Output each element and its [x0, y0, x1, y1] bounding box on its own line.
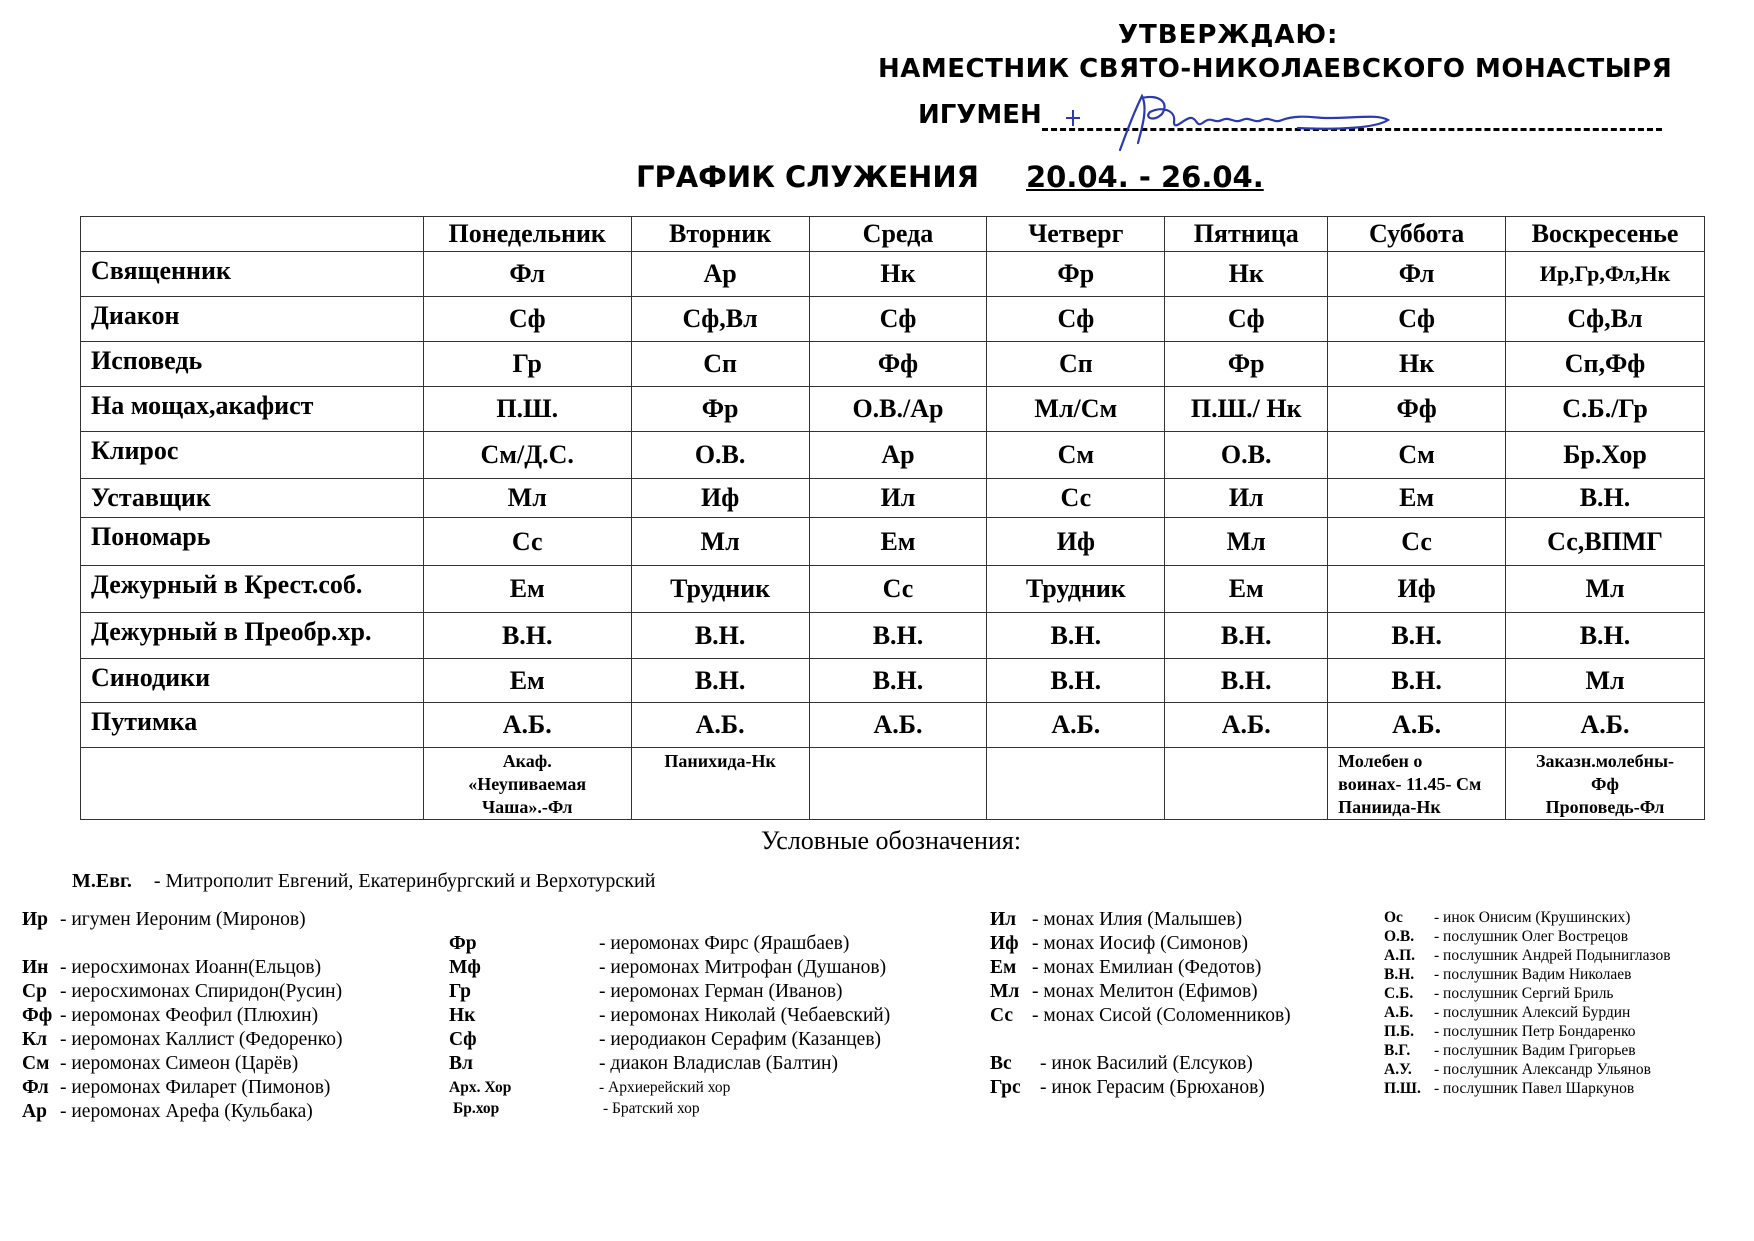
schedule-table — [80, 216, 1705, 820]
role-label: Дежурный в Преобр.хр. — [81, 613, 424, 659]
table-cell: Ем — [1165, 566, 1328, 613]
table-cell: Сс — [987, 479, 1165, 518]
table-row — [81, 518, 1705, 566]
role-label: Путимка — [81, 703, 424, 748]
table-cell: Ил — [809, 479, 987, 518]
table-cell: Фл — [1328, 252, 1506, 297]
note-line: Панихида-Нк — [664, 751, 776, 771]
legend-desc: - диакон Владислав (Балтин) — [599, 1053, 838, 1074]
legend-desc: - иеромонах Арефа (Кульбака) — [60, 1101, 313, 1122]
legend-abbr: О.В. — [1384, 928, 1415, 945]
note-friday — [1165, 748, 1328, 820]
table-cell: В.Н. — [987, 659, 1165, 703]
notes-row — [81, 748, 1705, 820]
legend-abbr: М.Евг. — [72, 870, 132, 892]
note-monday — [423, 748, 631, 820]
table-cell: Сп — [631, 342, 809, 387]
table-cell: Ар — [809, 432, 987, 479]
legend-abbr: Ир — [22, 909, 49, 930]
table-cell: Сс — [423, 518, 631, 566]
table-cell: В.Н. — [1165, 613, 1328, 659]
legend-desc: - послушник Олег Вострецов — [1434, 928, 1629, 945]
legend-abbr: Фф — [22, 1005, 53, 1026]
table-cell: В.Н. — [423, 613, 631, 659]
legend-abbr: Нк — [449, 1005, 476, 1026]
table-cell: Ем — [423, 659, 631, 703]
note-saturday — [1328, 748, 1506, 820]
table-row — [81, 387, 1705, 432]
legend-desc: - иеромонах Фирс (Ярашбаев) — [599, 933, 850, 954]
header-day: Четверг — [987, 217, 1165, 252]
note-wednesday — [809, 748, 987, 820]
header-day: Вторник — [631, 217, 809, 252]
legend-abbr: Ем — [990, 957, 1017, 978]
table-row — [81, 566, 1705, 613]
legend-desc: - иеромонах Феофил (Плюхин) — [60, 1005, 319, 1026]
table-cell: Сф — [1165, 297, 1328, 342]
table-cell: В.Н. — [631, 659, 809, 703]
note-sunday — [1506, 748, 1705, 820]
legend-abbr: Гр — [449, 981, 472, 1002]
role-label: Пономарь — [81, 518, 424, 566]
legend-desc: - монах Сисой (Соломенников) — [1032, 1005, 1291, 1026]
table-cell: Иф — [1328, 566, 1506, 613]
legend-desc: - иеросхимонах Спиридон(Русин) — [60, 981, 343, 1002]
header-day: Воскресенье — [1506, 217, 1705, 252]
table-cell: П.Ш./ Нк — [1165, 387, 1328, 432]
table-cell: В.Н. — [1165, 659, 1328, 703]
header-row — [81, 217, 1705, 252]
note-line: Заказн.молебны- — [1536, 751, 1675, 771]
table-cell: Фр — [1165, 342, 1328, 387]
table-cell: Фр — [631, 387, 809, 432]
table-cell: Ар — [631, 252, 809, 297]
legend-desc: - монах Иосиф (Симонов) — [1032, 933, 1249, 954]
table-cell: В.Н. — [631, 613, 809, 659]
table-cell: С.Б./Гр — [1506, 387, 1705, 432]
role-label: Синодики — [81, 659, 424, 703]
table-cell: Ир,Гр,Фл,Нк — [1506, 252, 1705, 297]
table-cell: Фф — [809, 342, 987, 387]
table-row — [81, 252, 1705, 297]
table-cell: Мл — [1506, 566, 1705, 613]
legend-title: Условные обозначения: — [761, 826, 1022, 855]
role-label: Уставщик — [81, 479, 424, 518]
table-cell: Фф — [1328, 387, 1506, 432]
table-cell: Мл — [1506, 659, 1705, 703]
legend-abbr: А.У. — [1384, 1061, 1412, 1078]
legend-desc: - послушник Александр Ульянов — [1434, 1061, 1651, 1078]
table-cell: Мл — [631, 518, 809, 566]
table-cell: А.Б. — [987, 703, 1165, 748]
table-row — [81, 613, 1705, 659]
table-cell: А.Б. — [809, 703, 987, 748]
header-corner — [81, 217, 424, 252]
table-cell: Трудник — [631, 566, 809, 613]
table-cell: Сс,ВПМГ — [1506, 518, 1705, 566]
table-cell: П.Ш. — [423, 387, 631, 432]
table-cell: Ем — [423, 566, 631, 613]
note-line: Проповедь-Фл — [1545, 797, 1665, 817]
legend-abbr: Ср — [22, 981, 47, 1002]
table-cell: Трудник — [987, 566, 1165, 613]
table-cell: О.В./Ар — [809, 387, 987, 432]
table-cell: А.Б. — [1165, 703, 1328, 748]
legend-desc: - иеродиакон Серафим (Казанцев) — [599, 1029, 882, 1050]
legend-desc: - инок Онисим (Крушинских) — [1434, 909, 1631, 926]
table-cell: Сф — [809, 297, 987, 342]
table-cell: Ем — [809, 518, 987, 566]
legend-abbr: Вл — [449, 1053, 473, 1074]
legend-abbr: Ин — [22, 957, 49, 978]
legend-abbr: П.Ш. — [1384, 1080, 1421, 1097]
table-cell: А.Б. — [1328, 703, 1506, 748]
table-cell: Иф — [631, 479, 809, 518]
title-label: ГРАФИК СЛУЖЕНИЯ — [636, 160, 979, 194]
table-cell: Сф — [1328, 297, 1506, 342]
legend-abbr: В.Г. — [1384, 1042, 1411, 1059]
table-cell: Сф,Вл — [1506, 297, 1705, 342]
table-row — [81, 432, 1705, 479]
approval-heading: УТВЕРЖДАЮ: — [1118, 20, 1339, 50]
legend-abbr: Сф — [449, 1029, 477, 1050]
legend-desc: - послушник Сергий Бриль — [1434, 985, 1614, 1002]
table-row — [81, 342, 1705, 387]
table-row — [81, 659, 1705, 703]
header-day: Пятница — [1165, 217, 1328, 252]
legend-abbr: Арх. Хор — [449, 1079, 512, 1096]
table-cell: Гр — [423, 342, 631, 387]
legend-abbr: Ил — [990, 909, 1017, 930]
table-row — [81, 297, 1705, 342]
table-cell: См — [1328, 432, 1506, 479]
table-cell: В.Н. — [1328, 613, 1506, 659]
table-cell: В.Н. — [1328, 659, 1506, 703]
legend-desc: - послушник Павел Шаркунов — [1434, 1080, 1635, 1097]
title-dates: 20.04. - 26.04. — [1026, 160, 1264, 194]
table-cell: В.Н. — [809, 659, 987, 703]
legend-desc: - иеромонах Герман (Иванов) — [599, 981, 843, 1002]
table-cell: Сп,Фф — [1506, 342, 1705, 387]
table-cell: Мл/См — [987, 387, 1165, 432]
legend-desc: - послушник Вадим Николаев — [1434, 966, 1632, 983]
legend-abbr: Сс — [990, 1005, 1013, 1026]
table-cell: Мл — [1165, 518, 1328, 566]
legend-desc: - монах Илия (Малышев) — [1032, 909, 1243, 930]
legend-abbr: В.Н. — [1384, 966, 1415, 983]
note-line: «Неупиваемая — [468, 774, 587, 794]
legend-desc: - монах Мелитон (Ефимов) — [1032, 981, 1258, 1002]
header-day: Среда — [809, 217, 987, 252]
table-cell: Сф — [987, 297, 1165, 342]
table-cell: Сф — [423, 297, 631, 342]
note-thursday — [987, 748, 1165, 820]
legend-desc: - инок Герасим (Брюханов) — [1040, 1077, 1265, 1098]
note-line: Паниида-Нк — [1338, 797, 1441, 817]
legend-abbr: Вс — [990, 1053, 1012, 1074]
table-cell: Сс — [809, 566, 987, 613]
approval-position: НАМЕСТНИК СВЯТО-НИКОЛАЕВСКОГО МОНАСТЫРЯ — [878, 54, 1673, 84]
table-cell: Сс — [1328, 518, 1506, 566]
table-cell: Нк — [809, 252, 987, 297]
legend-abbr: Фл — [22, 1077, 49, 1098]
legend-abbr: Иф — [990, 933, 1019, 954]
table-cell: Нк — [1328, 342, 1506, 387]
role-label: Исповедь — [81, 342, 424, 387]
table-cell: Бр.Хор — [1506, 432, 1705, 479]
role-label: Дежурный в Крест.соб. — [81, 566, 424, 613]
legend-desc: - игумен Иероним (Миронов) — [60, 909, 306, 930]
table-cell: Нк — [1165, 252, 1328, 297]
note-line: Фф — [1591, 774, 1619, 794]
table-row — [81, 479, 1705, 518]
note-line: Акаф. — [502, 751, 552, 771]
table-cell: В.Н. — [987, 613, 1165, 659]
legend-desc: - послушник Андрей Подыниглазов — [1434, 947, 1671, 964]
table-cell: А.Б. — [423, 703, 631, 748]
table-cell: О.В. — [631, 432, 809, 479]
legend-desc: - иеромонах Каллист (Федоренко) — [60, 1029, 343, 1050]
header-day: Понедельник — [423, 217, 631, 252]
legend-abbr: А.П. — [1384, 947, 1415, 964]
legend-desc: - монах Емилиан (Федотов) — [1032, 957, 1262, 978]
note-line: Чаша».-Фл — [481, 797, 573, 817]
table-cell: А.Б. — [1506, 703, 1705, 748]
table-cell: См/Д.С. — [423, 432, 631, 479]
legend-abbr: П.Б. — [1384, 1023, 1415, 1040]
legend-abbr: Фр — [449, 933, 477, 954]
legend-abbr: А.Б. — [1384, 1004, 1414, 1021]
legend-metropolitan — [72, 870, 655, 893]
table-cell: О.В. — [1165, 432, 1328, 479]
legend-desc: - инок Василий (Елсуков) — [1040, 1053, 1253, 1074]
legend-abbr: Мл — [990, 981, 1020, 1002]
legend-desc: - Архиерейский хор — [599, 1079, 731, 1096]
table-cell: Ил — [1165, 479, 1328, 518]
legend-abbr: С.Б. — [1384, 985, 1414, 1002]
legend-abbr: Мф — [449, 957, 481, 978]
role-label: Диакон — [81, 297, 424, 342]
table-cell: Ем — [1328, 479, 1506, 518]
legend-abbr: См — [22, 1053, 50, 1074]
table-cell: Сф,Вл — [631, 297, 809, 342]
table-cell: Мл — [423, 479, 631, 518]
table-cell: В.Н. — [1506, 479, 1705, 518]
signature-icon — [1058, 88, 1398, 158]
legend-desc: - иеромонах Николай (Чебаевский) — [599, 1005, 891, 1026]
table-cell: Сп — [987, 342, 1165, 387]
legend-abbr: Бр.хор — [453, 1100, 500, 1117]
role-label: На мощах,акафист — [81, 387, 424, 432]
legend-abbr: Кл — [22, 1029, 48, 1050]
schedule-title — [636, 160, 1264, 194]
approval-rank: ИГУМЕН — [918, 100, 1042, 130]
table-cell: Иф — [987, 518, 1165, 566]
legend-desc: - иеромонах Митрофан (Душанов) — [599, 957, 887, 978]
table-cell: Фл — [423, 252, 631, 297]
legend-desc: - иеросхимонах Иоанн(Ельцов) — [60, 957, 322, 978]
table-cell: А.Б. — [631, 703, 809, 748]
table-cell: Фр — [987, 252, 1165, 297]
table-cell: В.Н. — [809, 613, 987, 659]
legend-desc: - послушник Вадим Григорьев — [1434, 1042, 1636, 1059]
table-cell: В.Н. — [1506, 613, 1705, 659]
legend-abbr: Ос — [1384, 909, 1403, 926]
legend-desc: - иеромонах Филарет (Пимонов) — [60, 1077, 331, 1098]
legend-desc: - послушник Алексий Бурдин — [1434, 1004, 1631, 1021]
table-row — [81, 703, 1705, 748]
note-line: воинах- 11.45- См — [1338, 774, 1482, 794]
legend-abbr: Грс — [990, 1077, 1021, 1098]
legend-desc: - Братский хор — [603, 1100, 700, 1117]
legend-desc: - Митрополит Евгений, Екатеринбургский и Верхотурский — [153, 870, 656, 892]
table-cell: См — [987, 432, 1165, 479]
header-day: Суббота — [1328, 217, 1506, 252]
legend-desc: - иеромонах Симеон (Царёв) — [60, 1053, 299, 1074]
legend-abbr: Ар — [22, 1101, 47, 1122]
role-label: Священник — [81, 252, 424, 297]
legend-desc: - послушник Петр Бондаренко — [1434, 1023, 1636, 1040]
notes-corner — [81, 748, 424, 820]
note-line: Молебен о — [1338, 751, 1423, 771]
note-tuesday — [631, 748, 809, 820]
role-label: Клирос — [81, 432, 424, 479]
